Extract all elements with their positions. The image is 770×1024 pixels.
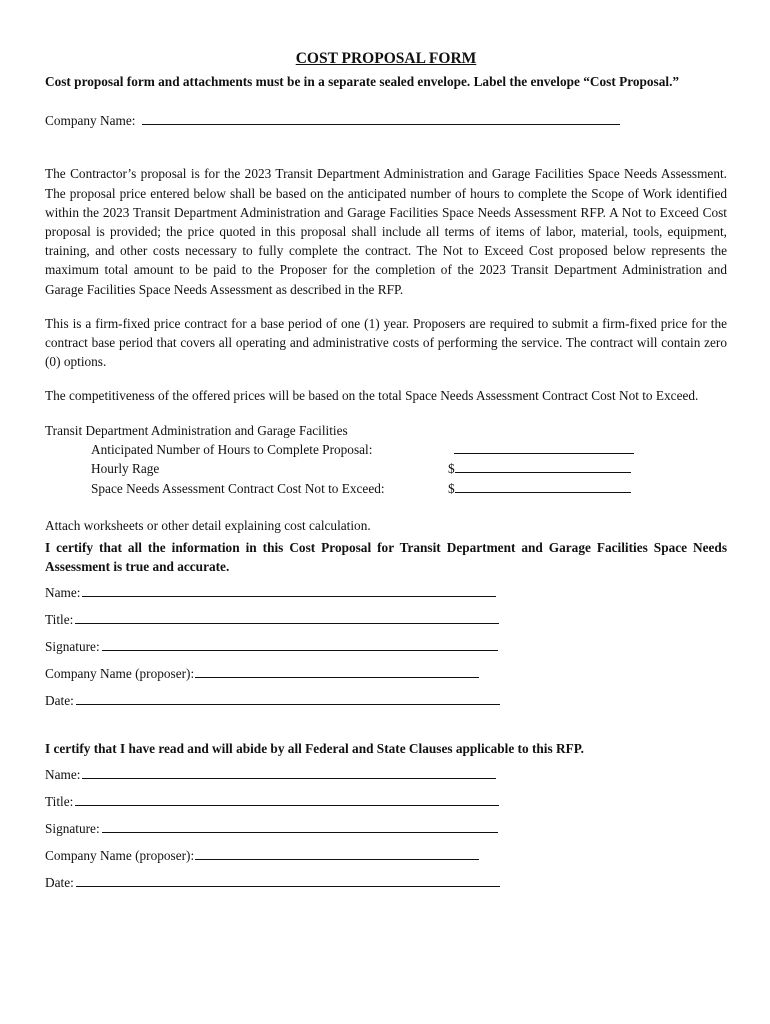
field-label: Company Name (proposer): [45, 665, 195, 681]
field-label: Company Name (proposer): [45, 848, 195, 864]
proposal-paragraph-3: The competitiveness of the offered prices will be based on the total Space Needs Assessment Contract Cost Not to Exceed. [45, 388, 699, 404]
cost-row-not-to-exceed [45, 479, 727, 499]
certification-fields-2 [45, 761, 727, 896]
not-to-exceed-input-row [448, 479, 631, 499]
field-label: Date: [45, 875, 74, 891]
cert2-title-input[interactable] [75, 791, 499, 806]
field-label: Title: [45, 794, 74, 810]
hourly-rate-input[interactable] [455, 460, 631, 473]
cert1-date-row [45, 687, 727, 714]
cert1-title-row [45, 606, 727, 633]
cert2-signature-row [45, 815, 727, 842]
hours-input-row [448, 440, 634, 460]
company-name-row [45, 111, 727, 130]
field-label: Title: [45, 611, 74, 627]
cert1-signature-input[interactable] [102, 636, 498, 651]
cert2-company-row [45, 842, 727, 869]
certification-statement-1: I certify that all the information in this Cost Proposal for Transit Department and Garage Facilities Space Needs Assessment is true and accurate. [45, 539, 727, 574]
cert1-company-input[interactable] [195, 663, 479, 678]
cert2-date-row [45, 869, 727, 896]
cert1-name-row [45, 579, 727, 606]
cert1-title-input[interactable] [75, 609, 499, 624]
proposal-paragraph-2: This is a firm-fixed price contract for a base period of one (1) year. Proposers are required to submit a firm-fixed price for the contract base period that covers all operating and administrative costs of performing the service. The contract will contain zero (0) options. [45, 315, 727, 370]
field-label: Signature: [45, 638, 100, 654]
currency-prefix: $ [448, 461, 455, 477]
field-label: Name: [45, 767, 81, 783]
cert2-company-input[interactable] [195, 845, 479, 860]
proposal-paragraph-1: The Contractor’s proposal is for the 2023 Transit Department Administration and Garage Facilities Space Needs Assessment. The proposal price entered below shall be based on the anticipated number of hours to complete the Scope of Work identified within the 2023 Transit Department Administration and Garage Facilities Space Needs Assessment RFP. A Not to Exceed Cost proposal is provided; the price quoted in this proposal shall include all terms of items of labor, material, tools, equipment, training, and other costs necessary to fully complete the contract. The Not to Exceed Cost proposed below represents the maximum total amount to be paid to the Proposer for the completion of the 2023 Transit Department Administration and Garage Facilities Space Needs Assessment as described in the RFP. [45, 166, 727, 297]
cert2-name-input[interactable] [82, 764, 496, 779]
cert1-name-input[interactable] [82, 582, 496, 597]
cost-row-label: Hourly Rage [91, 461, 160, 477]
currency-prefix: $ [448, 480, 455, 496]
field-label: Signature: [45, 821, 100, 837]
form-title: COST PROPOSAL FORM [295, 50, 477, 67]
cert1-company-row [45, 660, 727, 687]
cost-row-label: Anticipated Number of Hours to Complete Proposal: [91, 441, 373, 457]
cert2-title-row [45, 788, 727, 815]
attach-note: Attach worksheets or other detail explaining cost calculation. [45, 518, 371, 534]
cert1-signature-row [45, 633, 727, 660]
cert1-date-input[interactable] [76, 690, 500, 705]
cost-row-label: Space Needs Assessment Contract Cost Not to Exceed: [91, 480, 385, 496]
certification-statement-2: I certify that I have read and will abide by all Federal and State Clauses applicable to this RFP. [45, 740, 584, 756]
hours-input[interactable] [454, 441, 634, 454]
cert2-name-row [45, 761, 727, 788]
certification-fields-1 [45, 579, 727, 714]
cost-row-hours [45, 440, 727, 460]
cert2-date-input[interactable] [76, 872, 500, 887]
cost-table-heading: Transit Department Administration and Garage Facilities [45, 422, 348, 438]
company-name-input[interactable] [142, 112, 620, 125]
cost-proposal-form [45, 50, 727, 896]
not-to-exceed-input[interactable] [455, 480, 631, 493]
field-label: Date: [45, 692, 74, 708]
cert2-signature-input[interactable] [102, 818, 498, 833]
company-name-label: Company Name: [45, 113, 136, 129]
cost-row-hourly-rate [45, 459, 727, 479]
envelope-instructions: Cost proposal form and attachments must be in a separate sealed envelope. Label the envelope “Cost Proposal.” [45, 74, 680, 89]
hourly-rate-input-row [448, 459, 631, 479]
field-label: Name: [45, 584, 81, 600]
cost-table [45, 421, 727, 499]
